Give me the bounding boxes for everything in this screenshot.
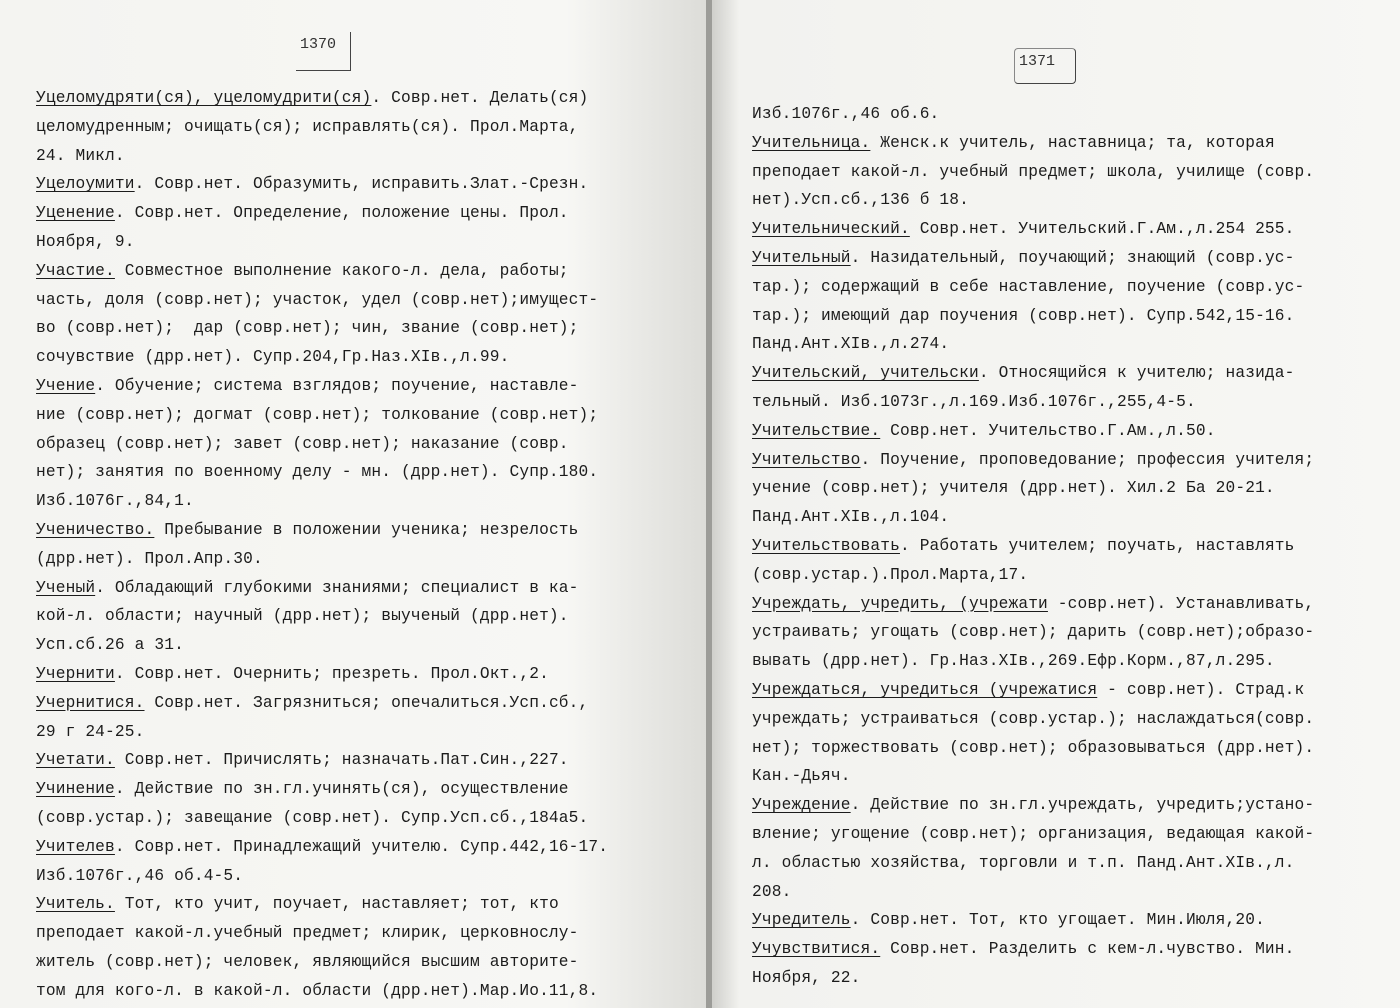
text-line [752, 762, 1372, 791]
text-line [36, 84, 676, 113]
entry-text: 24. Микл. [36, 146, 125, 165]
entry-headword: Учернитися. [36, 693, 145, 712]
text-line [36, 228, 676, 257]
entry-text: Изб.1076г.,84,1. [36, 492, 194, 511]
text-line [752, 820, 1372, 849]
entry-headword: Учреждение [752, 796, 851, 815]
entry-text: Совр.нет. Учительство.Г.Ам.,л.50. [880, 421, 1216, 440]
entry-text: вывать (дрр.нет). Гр.Наз.XIв.,269.Ефр.Корм.,87,л.295. [752, 652, 1275, 671]
text-line [36, 170, 676, 199]
entry-text: Совр.нет. Учительский.Г.Ам.,л.254 255. [909, 220, 1295, 239]
text-line [752, 849, 1372, 878]
entry-text: . Назидательный, поучающий; знающий (совр.ус- [850, 248, 1295, 267]
text-line [36, 948, 676, 977]
entry-headword: Учителев [36, 837, 115, 856]
entry-text: Изб.1076г.,46 об.4-5. [36, 866, 244, 885]
text-line [36, 372, 676, 401]
entry-text: часть, доля (совр.нет); участок, удел (совр.нет);имущест- [36, 290, 599, 309]
entry-text: тар.); имеющий дар поучения (совр.нет). Супр.542,15-16. [752, 306, 1295, 325]
text-line [752, 330, 1372, 359]
entry-text: нет); занятия по военному делу - мн. (дрр.нет). Супр.180. [36, 463, 599, 482]
entry-headword: Учреждаться, учредиться (учрежатися [752, 680, 1098, 699]
entry-text: образец (совр.нет); завет (совр.нет); наказание (совр. [36, 434, 569, 453]
text-line [36, 862, 676, 891]
text-line [36, 516, 676, 545]
entry-text: . Обладающий глубокими знаниями; специалист в ка- [95, 578, 579, 597]
text-line [36, 199, 676, 228]
text-line [752, 215, 1372, 244]
entry-headword: Учинение [36, 780, 115, 799]
entry-text: житель (совр.нет); человек, являющийся высшим авторите- [36, 952, 579, 971]
text-line [36, 833, 676, 862]
text-line [36, 458, 676, 487]
entry-text: . Поучение, проповедование; профессия учителя; [860, 450, 1315, 469]
entry-text: 208. [752, 882, 792, 901]
text-line [752, 561, 1372, 590]
text-line [36, 343, 676, 372]
entry-text: . Обучение; система взглядов; поучение, наставле- [95, 376, 579, 395]
text-line [36, 804, 676, 833]
entry-text: . Относящийся к учителю; назида- [978, 364, 1295, 383]
text-line [752, 964, 1372, 993]
entry-headword: Учительный [752, 248, 851, 267]
entry-text: нет); торжествовать (совр.нет); образовываться (дрр.нет). [752, 738, 1315, 757]
text-line [36, 977, 676, 1006]
text-line [36, 660, 676, 689]
entry-text: Усп.сб.26 а 31. [36, 636, 184, 655]
text-line [752, 359, 1372, 388]
text-line [752, 388, 1372, 417]
entry-text: (совр.устар.).Прол.Марта,17. [752, 565, 1029, 584]
text-line [752, 734, 1372, 763]
text-line [752, 532, 1372, 561]
entry-text: Изб.1076г.,46 об.6. [752, 105, 940, 123]
entry-text: сочувствие (дрр.нет). Супр.204,Гр.Наз.XIв.,л.99. [36, 348, 510, 367]
entry-text: . Совр.нет. Определение, положение цены. Прол. [114, 204, 569, 223]
text-line [752, 878, 1372, 907]
text-line [752, 417, 1372, 446]
entry-text: Пребывание в положении ученика; незрелость [154, 520, 579, 539]
text-line [752, 503, 1372, 532]
entry-headword: Учитель. [36, 895, 115, 914]
entry-text: учреждать; устраиваться (совр.устар.); наслаждаться(совр. [752, 709, 1315, 728]
entry-text: . Совр.нет. Принадлежащий учителю. Супр.442,16-17. [114, 837, 609, 856]
text-line [752, 676, 1372, 705]
text-line [36, 919, 676, 948]
entry-text: том для кого-л. в какой-л. области (дрр.нет).Мар.Ио.11,8. [36, 981, 599, 1000]
entry-text: л. областью хозяйства, торговли и т.п. Панд.Ант.XIв.,л. [752, 853, 1295, 872]
text-line [36, 631, 676, 660]
entry-list [36, 84, 676, 1006]
entry-text: (дрр.нет). Прол.Апр.30. [36, 549, 263, 568]
text-line [36, 314, 676, 343]
text-line [752, 791, 1372, 820]
right-page [712, 0, 1400, 1008]
text-line [36, 430, 676, 459]
page-number: 1371 [1014, 48, 1076, 84]
entry-text: Совр.нет. Загрязниться; опечалиться.Усп.сб., [144, 693, 589, 712]
text-line [36, 401, 676, 430]
text-line [36, 545, 676, 574]
text-line [752, 186, 1372, 215]
text-line [36, 775, 676, 804]
entry-text: устраивать; угощать (совр.нет); дарить (совр.нет);образо- [752, 623, 1315, 642]
text-line [36, 113, 676, 142]
entry-text: . Работать учителем; поучать, наставлять [899, 536, 1295, 555]
entry-headword: Учительство [752, 450, 861, 469]
entry-headword: Уцелоумити [36, 175, 135, 194]
entry-text: преподает какой-л.учебный предмет; клирик, церковнослу- [36, 924, 579, 943]
text-line [752, 446, 1372, 475]
entry-headword: Учетати. [36, 751, 115, 770]
entry-text: . Совр.нет. Образумить, исправить.Злат.-Срезн. [134, 175, 589, 194]
text-line [752, 618, 1372, 647]
page-number: 1370 [296, 32, 351, 71]
entry-text: Ноября, 9. [36, 232, 135, 251]
entry-headword: Учительствие. [752, 421, 881, 440]
entry-text: тельный. Изб.1073г.,л.169.Изб.1076г.,255,4-5. [752, 392, 1196, 411]
entry-text: Совр.нет. Разделить с кем-л.чувство. Мин. [880, 940, 1295, 959]
entry-text: во (совр.нет); дар (совр.нет); чин, звание (совр.нет); [36, 319, 579, 338]
entry-headword: Участие. [36, 261, 115, 280]
text-line [36, 746, 676, 775]
entry-text: . Совр.нет. Делать(ся) [371, 89, 589, 107]
entry-text: нет).Усп.сб.,136 б 18. [752, 191, 970, 210]
entry-text: Совместное выполнение какого-л. дела, работы; [114, 261, 569, 280]
text-line [36, 602, 676, 631]
text-line [36, 142, 676, 171]
entry-text: кой-л. области; научный (дрр.нет); выученый (дрр.нет). [36, 607, 569, 626]
entry-text: - совр.нет). Страд.к [1097, 680, 1305, 699]
entry-headword: Учительствовать [752, 536, 900, 555]
entry-headword: Учение [36, 376, 96, 395]
entry-text: Панд.Ант.XIв.,л.274. [752, 335, 950, 354]
text-line [36, 286, 676, 315]
entry-text: . Совр.нет. Очернить; презреть. Прол.Окт.,2. [114, 664, 549, 683]
text-line [36, 718, 676, 747]
text-line [36, 487, 676, 516]
entry-text: ние (совр.нет); догмат (совр.нет); толкование (совр.нет); [36, 405, 599, 424]
entry-headword: Учительнический. [752, 220, 910, 239]
text-line [752, 647, 1372, 676]
entry-text: Ноября, 22. [752, 968, 861, 987]
entry-text: Кан.-Дьяч. [752, 767, 851, 786]
text-line [752, 935, 1372, 964]
entry-text: целомудренным; очищать(ся); исправлять(ся). Прол.Марта, [36, 117, 579, 136]
text-line [752, 474, 1372, 503]
text-line [752, 129, 1372, 158]
entry-text: тар.); содержащий в себе наставление, поучение (совр.ус- [752, 277, 1305, 296]
entry-headword: Ученичество. [36, 520, 155, 539]
text-line [752, 906, 1372, 935]
entry-text: -совр.нет). Устанавливать, [1047, 594, 1315, 613]
text-line [36, 890, 676, 919]
text-line [36, 574, 676, 603]
text-line [36, 257, 676, 286]
entry-text: вление; угощение (совр.нет); организация, ведающая какой- [752, 824, 1315, 843]
entry-headword: Ученый [36, 578, 96, 597]
entry-text: Тот, кто учит, поучает, наставляет; тот, кто [114, 895, 559, 914]
entry-headword: Учувствитися. [752, 940, 881, 959]
entry-headword: Учредитель [752, 911, 851, 930]
entry-text: . Действие по зн.гл.учинять(ся), осуществление [114, 780, 569, 799]
text-line [36, 689, 676, 718]
text-line [752, 302, 1372, 331]
entry-text: . Действие по зн.гл.учреждать, учредить;устано- [850, 796, 1315, 815]
entry-text: преподает какой-л. учебный предмет; школа, училище (совр. [752, 162, 1315, 181]
entry-text: 29 г 24-25. [36, 722, 145, 741]
entry-headword: Уцеломудряти(ся), уцеломудрити(ся) [36, 89, 372, 107]
entry-text: . Совр.нет. Тот, кто угощает. Мин.Июля,20. [850, 911, 1265, 930]
entry-list [752, 100, 1372, 993]
text-line [752, 158, 1372, 187]
entry-text: Панд.Ант.XIв.,л.104. [752, 508, 950, 527]
text-line [752, 273, 1372, 302]
entry-text: учение (совр.нет); учителя (дрр.нет). Хил.2 Ба 20-21. [752, 479, 1275, 498]
entry-text: (совр.устар.); завещание (совр.нет). Супр.Усп.сб.,184а5. [36, 808, 589, 827]
entry-headword: Учреждать, учредить, (учрежати [752, 594, 1048, 613]
entry-text: Совр.нет. Причислять; назначать.Пат.Син.,227. [114, 751, 569, 770]
entry-headword: Учернити [36, 664, 115, 683]
entry-headword: Учительница. [752, 133, 871, 152]
text-line [752, 705, 1372, 734]
text-line [752, 590, 1372, 619]
text-line [752, 100, 1372, 129]
entry-text: Женск.к учитель, наставница; та, которая [870, 133, 1275, 152]
text-line [752, 244, 1372, 273]
entry-headword: Уценение [36, 204, 115, 223]
entry-headword: Учительский, учительски [752, 364, 979, 383]
